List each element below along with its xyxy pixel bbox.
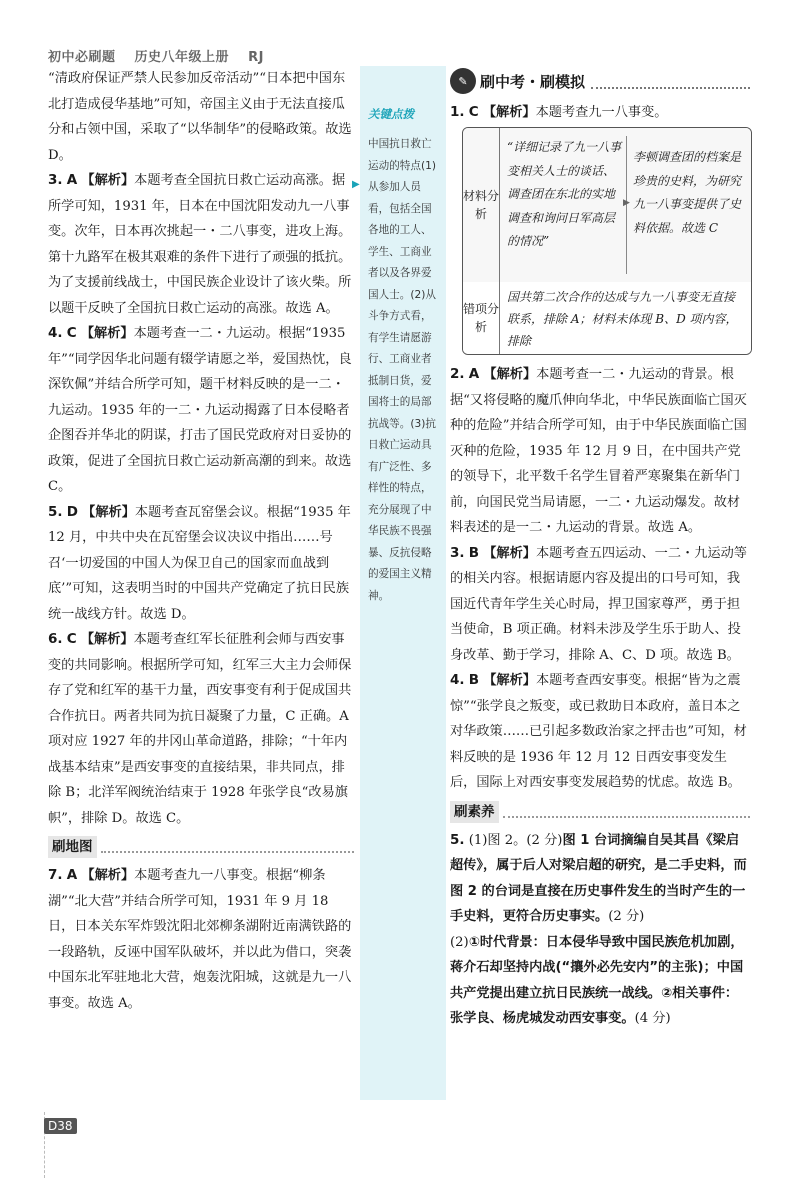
table-row (463, 282, 751, 354)
item-answer: B (468, 672, 480, 688)
analysis-tag: 【解析】 (82, 504, 135, 520)
item-text: 本题考查九一八事变。 (535, 105, 668, 120)
analysis-table (462, 127, 752, 355)
answer-item (450, 541, 750, 669)
section-label: 刷素养 (450, 801, 499, 823)
answer-item (450, 828, 750, 930)
item-number: 6. (48, 631, 63, 647)
right-item-1 (450, 100, 750, 126)
section-header-literacy (450, 800, 750, 824)
analysis-tag: 【解析】 (483, 367, 537, 382)
row-label: 材料分析 (463, 128, 500, 282)
analysis-tag: 【解析】 (482, 105, 536, 120)
part2-answer: ①时代背景：日本侵华导致中国民族危机加剧，蒋介石却坚持内战(“攘外必先安内”的主张)；中国共产党提出建立抗日民族统一战线。②相关事件：张学良、杨虎城发动西安事变。 (450, 934, 744, 1026)
wrong-option-analysis: 国共第二次合作的达成与九一八事变无直接联系，排除 A；材料未体现 B、D 项内容，排除 (507, 290, 738, 348)
section-header-map (48, 835, 354, 859)
analysis-tag: 【解析】 (81, 868, 135, 883)
item-number: 5. (48, 503, 63, 520)
item-answer: B (468, 544, 480, 561)
item-text: 本题考查瓦窑堡会议。根据“1935 年 12 月，中共中央在瓦窑堡会议决议中指出……号召‘一切爱国的中国人为保卫自己的国家而血战到底’”可知，这表明当时的中国共产党确定了抗日民族统一战线方针。故选 D。 (48, 504, 351, 622)
item-answer: A (66, 172, 78, 188)
item-answer: C (66, 631, 77, 647)
material-quote: “详细记录了九一八事变相关人士的谈话、调查团在东北的实地调查和询问日军高层的情况” (507, 140, 622, 248)
item-text: 本题考查五四运动、一二・九运动等的相关内容。根据请愿内容及提出的口号可知，我国近代青年学生关心时局，捍卫国家尊严，勇于担当使命，B 项正确。材料未涉及学生乐于助人、投身改革、勤于学习，排除 A、C、D 项。故选 B。 (450, 545, 747, 663)
item-number: 4. (48, 325, 63, 341)
sidebar-text: 中国抗日救亡运动的特点(1)从参加人员看，包括全国各地的工人、学生、工商业者以及各界爱国人士。(2)从斗争方式看，有学生请愿游行、工商业者抵制日货，爱国将士的局部抗战等。(3)抗日救亡运动具有广泛性、多样性的特点，充分展现了中华民族不畏强暴、反抗侵略的爱国主义精神。 (368, 138, 436, 602)
analysis-tag: 【解析】 (483, 545, 536, 561)
item-number: 1. (450, 104, 465, 120)
section-divider (101, 841, 355, 853)
page-number: D38 (44, 1118, 77, 1134)
item-text: 本题考查九一八事变。根据“柳条湖”“北大营”并结合所学可知，1931 年 9 月 18 日，日本关东军炸毁沈阳北郊柳条湖附近南满铁路的一段路轨，反诬中国军队破坏，并以此为借口，突袭中国东北军驻地北大营，炮轰沈阳城，这就是九一八事变。故选 A。 (48, 868, 352, 1011)
series-title: 初中必刷题 (48, 50, 116, 65)
item-text: 本题考查西安事变。根据“皆为之震惊”“张学良之叛变，或已救助日本政府，盖日本之对华政策……已引起多数政治家之抨击也”可知，材料反映的是 1936 年 12 月 12 日西安事变发生后，国际上对西安事变发展趋势的忧虑。故选 B。 (450, 673, 747, 790)
subject-title: 历史八年级上册 (134, 50, 230, 65)
answer-item (48, 863, 354, 1016)
analysis-tag: 【解析】 (80, 632, 134, 647)
analysis-tag: 【解析】 (81, 173, 135, 188)
answer-item (450, 100, 750, 126)
right-column (450, 362, 750, 1032)
band-title: 刷中考・刷模拟 (480, 72, 586, 91)
item-number: 3. (48, 172, 63, 188)
item-text: 本题考查一二・九运动。根据“1935 年”“同学因华北问题有辍学请愿之举，爱国热忱，良深钦佩”并结合所学可知，题干材料反映的是一二・九运动。1935 年的一二・九运动揭露了日本侵略者企图吞并华北的阴谋，打击了国民党政府对日妥协的政策，促进了全国抗日救亡运动新高潮的到来。故选 C。 (48, 326, 352, 494)
item-number: 4. (450, 672, 465, 688)
page-header (48, 46, 278, 65)
part1-score: (2 分) (608, 909, 645, 924)
row-label: 错项分析 (463, 282, 500, 354)
section-badge-icon: ✎ (450, 68, 476, 94)
item-text: 本题考查红军长征胜利会师与西安事变的共同影响。根据所学可知，红军三大主力会师保存了党和红军的基干力量，西安事变有利于促成国共合作抗日。两者共同为抗日凝聚了力量，C 正确。A 项对应 1927 年的井冈山革命道路，排除；“十年内战基本结束”是西安事变的直接结果，非共同点，排除 B；北洋军阀统治结束于 1928 年张学良“改易旗帜”，排除 D。故选 C。 (48, 632, 352, 826)
analysis-tag: 【解析】 (483, 673, 536, 688)
item-text: 本题考查全国抗日救亡运动高涨。据所学可知，1931 年，日本在中国沈阳发动九一八事变。次年，日本再次挑起一・二八事变，进攻上海。第十九路军在极其艰难的条件下进行了顽强的抵抗。为了支援前线战士，中国民族企业设计了该火柴。所以题干反映了全国抗日救亡运动的高涨。故选 A。 (48, 173, 352, 316)
item-answer: A (66, 867, 78, 883)
answer-item (450, 930, 750, 1032)
item-answer: A (468, 366, 480, 382)
sidebar-title: 关键点拨 (368, 107, 414, 121)
item-number: 3. (450, 544, 465, 561)
pointer-arrow-icon: ▶ (352, 179, 360, 190)
part1-answer: 图 1 台词摘编自吴其昌《梁启超传》，属于后人对梁启超的研究，是二手史料，而图 2 的台词是直接在历史事件发生的当时产生的一手史料，更符合历史事实。 (450, 832, 747, 924)
intro-paragraph: “清政府保证严禁人民参加反帝活动”“日本把中国东北打造成侵华基地”可知，帝国主义由于无法直接瓜分和占领中国，采取了“以华制华”的侵略政策。故选 D。 (48, 71, 352, 163)
section-divider (503, 806, 751, 818)
item-answer: C (468, 104, 479, 120)
item-number: 2. (450, 366, 465, 382)
item-number: 5. (450, 831, 465, 848)
section-band (450, 66, 750, 96)
band-divider (591, 73, 750, 89)
analysis-tag: 【解析】 (80, 326, 134, 341)
arrow-icon: ▶ (623, 198, 630, 208)
part2-score: (4 分) (634, 1011, 671, 1026)
answer-item (450, 668, 750, 796)
section-label: 刷地图 (48, 836, 97, 858)
answer-item (48, 500, 354, 628)
item-answer: D (66, 503, 78, 520)
left-column (48, 66, 354, 1016)
answer-item (48, 627, 354, 831)
part1-lead: (1)图 2。(2 分) (468, 832, 563, 848)
item-answer: C (66, 325, 77, 341)
key-point-sidebar (360, 66, 446, 1100)
answer-item (48, 321, 354, 500)
material-conclusion: 李顿调查团的档案是珍贵的史料，为研究九一八事变提供了史料依据。故选 C (633, 150, 742, 235)
item-text: 本题考查一二・九运动的背景。根据“又将侵略的魔爪伸向华北，中华民族面临亡国灭种的危险”并结合所学可知，由于中华民族面临亡国灭种的危险，1935 年 12 月 9 日，在中国共产党的领导下，北平数千名学生冒着严寒聚集在新华门前，向国民党当局请愿，一二・九运动爆发。故材料表述的是一二・九运动的背景。故选 A。 (450, 367, 747, 535)
part2-lead: (2) (450, 934, 469, 950)
answer-item (48, 168, 354, 321)
edition-label: RJ (248, 50, 264, 65)
item-number: 7. (48, 867, 63, 883)
table-row (463, 128, 751, 283)
answer-item (450, 362, 750, 541)
